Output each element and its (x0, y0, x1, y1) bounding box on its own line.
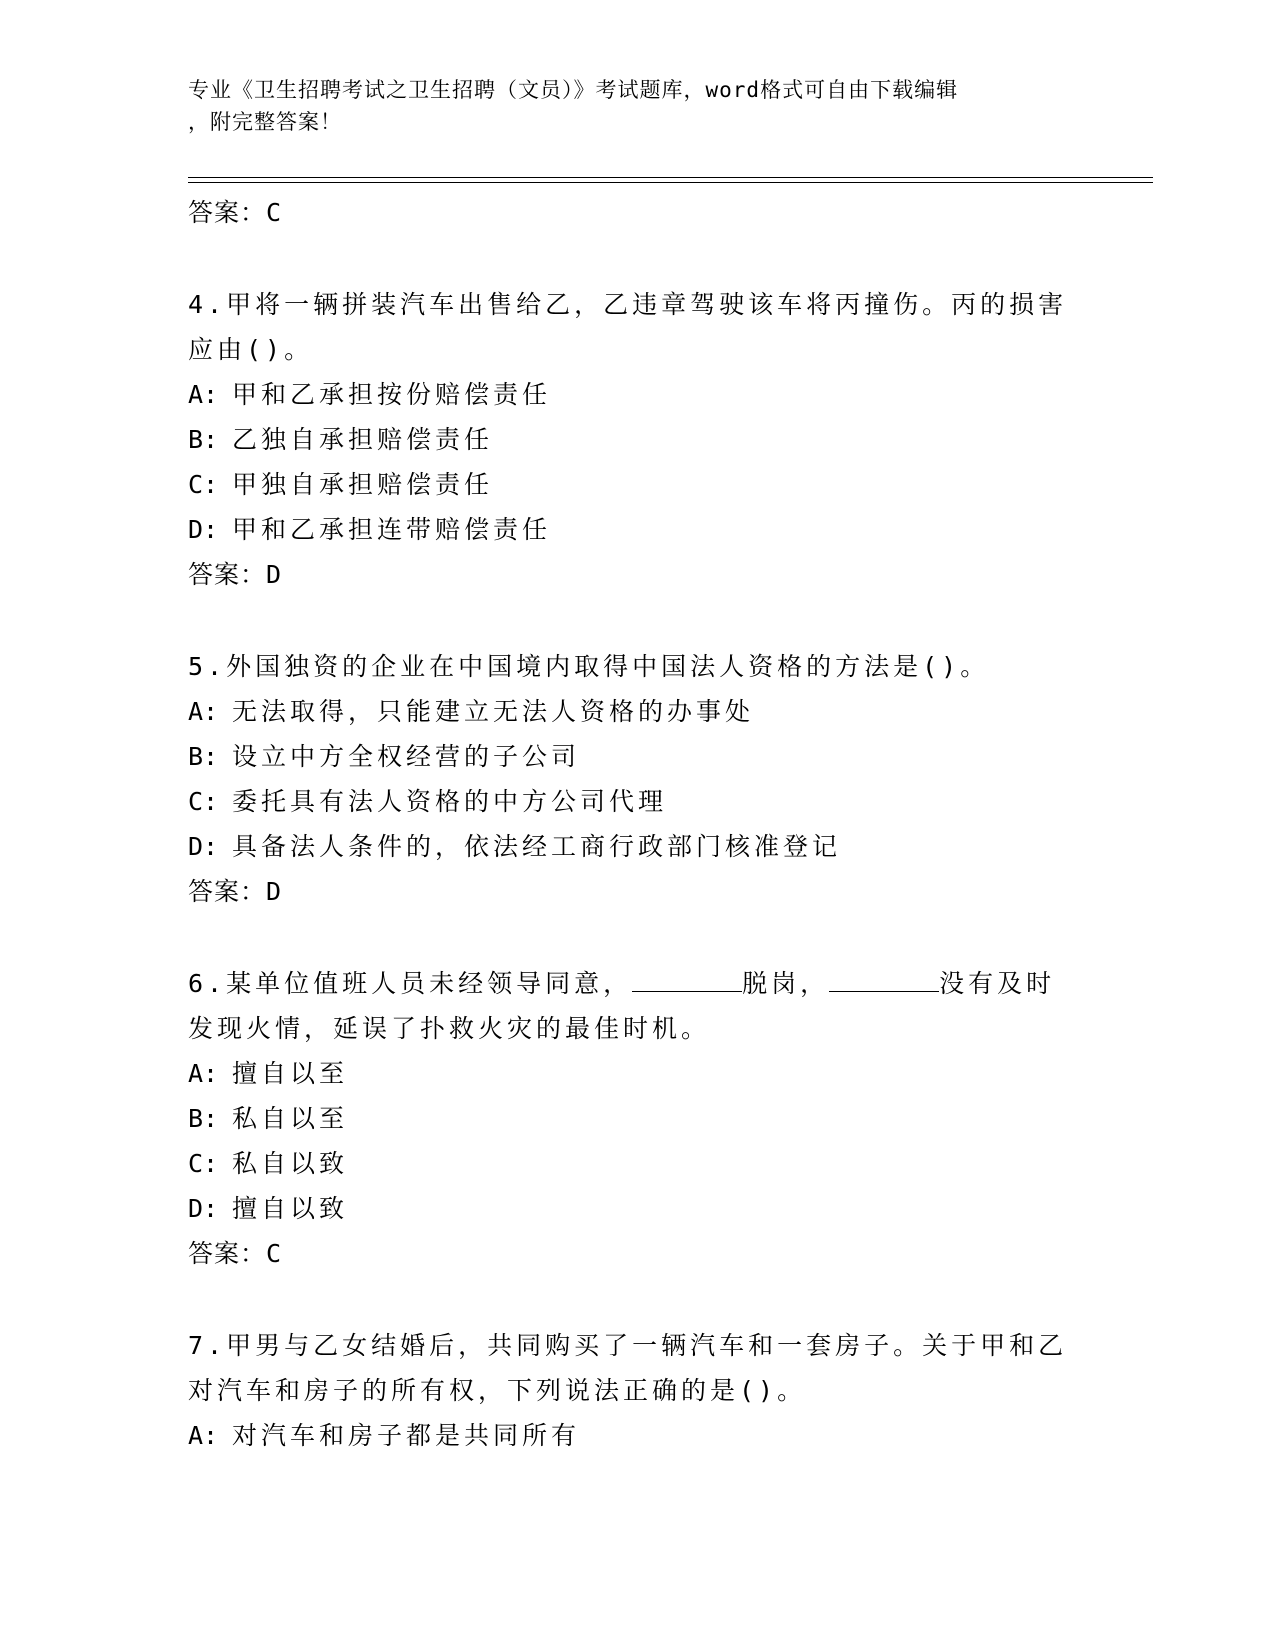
option-b (188, 734, 1088, 779)
question-segment: 脱岗， (742, 969, 830, 998)
question-text (188, 282, 1088, 372)
option-text: 甲和乙承担按份赔偿责任 (232, 380, 552, 409)
option-b (188, 1096, 1088, 1141)
header-line-1: 专业《卫生招聘考试之卫生招聘（文员）》考试题库，word格式可自由下载编辑 (188, 78, 959, 102)
answer-label: 答案： (188, 1239, 267, 1268)
option-a (188, 689, 1088, 734)
option-letter: A: (188, 380, 219, 409)
question-line: 应由()。 (188, 335, 314, 364)
question-4 (188, 282, 1088, 598)
question-line: 7.甲男与乙女结婚后，共同购买了一辆汽车和一套房子。关于甲和乙 (188, 1331, 1068, 1360)
option-text: 甲和乙承担连带赔偿责任 (232, 515, 552, 544)
option-text: 无法取得，只能建立无法人资格的办事处 (232, 697, 755, 726)
option-letter: B: (188, 1104, 219, 1133)
question-segment: 没有及时 (939, 969, 1056, 998)
option-b (188, 417, 1088, 462)
option-text: 具备法人条件的，依法经工商行政部门核准登记 (232, 832, 842, 861)
option-text: 擅自以至 (232, 1059, 349, 1088)
answer-line (188, 869, 1088, 915)
answer-line (188, 552, 1088, 598)
option-letter: C: (188, 470, 219, 499)
answer-label: 答案： (188, 198, 267, 227)
fill-blank-1 (632, 969, 742, 992)
answer-line (188, 190, 1088, 236)
header-divider-top (188, 177, 1153, 178)
option-letter: B: (188, 742, 219, 771)
option-a (188, 1413, 1088, 1458)
header-divider-bottom (188, 182, 1153, 183)
option-letter: B: (188, 425, 219, 454)
answer-label: 答案： (188, 560, 267, 589)
option-text: 乙独自承担赔偿责任 (232, 425, 494, 454)
option-text: 私自以致 (232, 1149, 349, 1178)
option-a (188, 372, 1088, 417)
option-d (188, 1186, 1088, 1231)
question-7 (188, 1323, 1088, 1458)
option-d (188, 507, 1088, 552)
option-letter: A: (188, 697, 219, 726)
question-line: 对汽车和房子的所有权，下列说法正确的是()。 (188, 1376, 807, 1405)
option-letter: D: (188, 515, 219, 544)
answer-value: D (266, 560, 283, 589)
option-text: 甲独自承担赔偿责任 (232, 470, 494, 499)
question-5 (188, 644, 1088, 915)
question-list (188, 190, 1088, 1458)
option-letter: A: (188, 1421, 219, 1450)
option-d (188, 824, 1088, 869)
question-line: 4.甲将一辆拼装汽车出售给乙，乙违章驾驶该车将丙撞伤。丙的损害 (188, 290, 1068, 319)
question-text (188, 644, 1088, 689)
option-letter: C: (188, 1149, 219, 1178)
question-text (188, 1323, 1088, 1413)
answer-value: C (266, 198, 283, 227)
question-6 (188, 961, 1088, 1277)
option-letter: D: (188, 1194, 219, 1223)
question-line (188, 961, 1088, 1006)
option-c (188, 462, 1088, 507)
answer-label: 答案： (188, 877, 267, 906)
answer-value: D (266, 877, 283, 906)
option-c (188, 1141, 1088, 1186)
document-header (188, 74, 1088, 138)
option-text: 委托具有法人资格的中方公司代理 (232, 787, 668, 816)
option-text: 设立中方全权经营的子公司 (232, 742, 581, 771)
option-a (188, 1051, 1088, 1096)
question-text (188, 961, 1088, 1051)
fill-blank-2 (829, 969, 939, 992)
option-letter: A: (188, 1059, 219, 1088)
header-line-2: ，附完整答案！ (188, 110, 342, 134)
question-segment: 6.某单位值班人员未经领导同意， (188, 969, 633, 998)
option-c (188, 779, 1088, 824)
option-text: 擅自以致 (232, 1194, 349, 1223)
answer-value: C (266, 1239, 283, 1268)
option-text: 私自以至 (232, 1104, 349, 1133)
option-letter: D: (188, 832, 219, 861)
question-line: 5.外国独资的企业在中国境内取得中国法人资格的方法是()。 (188, 652, 990, 681)
option-text: 对汽车和房子都是共同所有 (232, 1421, 581, 1450)
question-line: 发现火情，延误了扑救火灾的最佳时机。 (188, 1014, 711, 1043)
option-letter: C: (188, 787, 219, 816)
answer-line (188, 1231, 1088, 1277)
